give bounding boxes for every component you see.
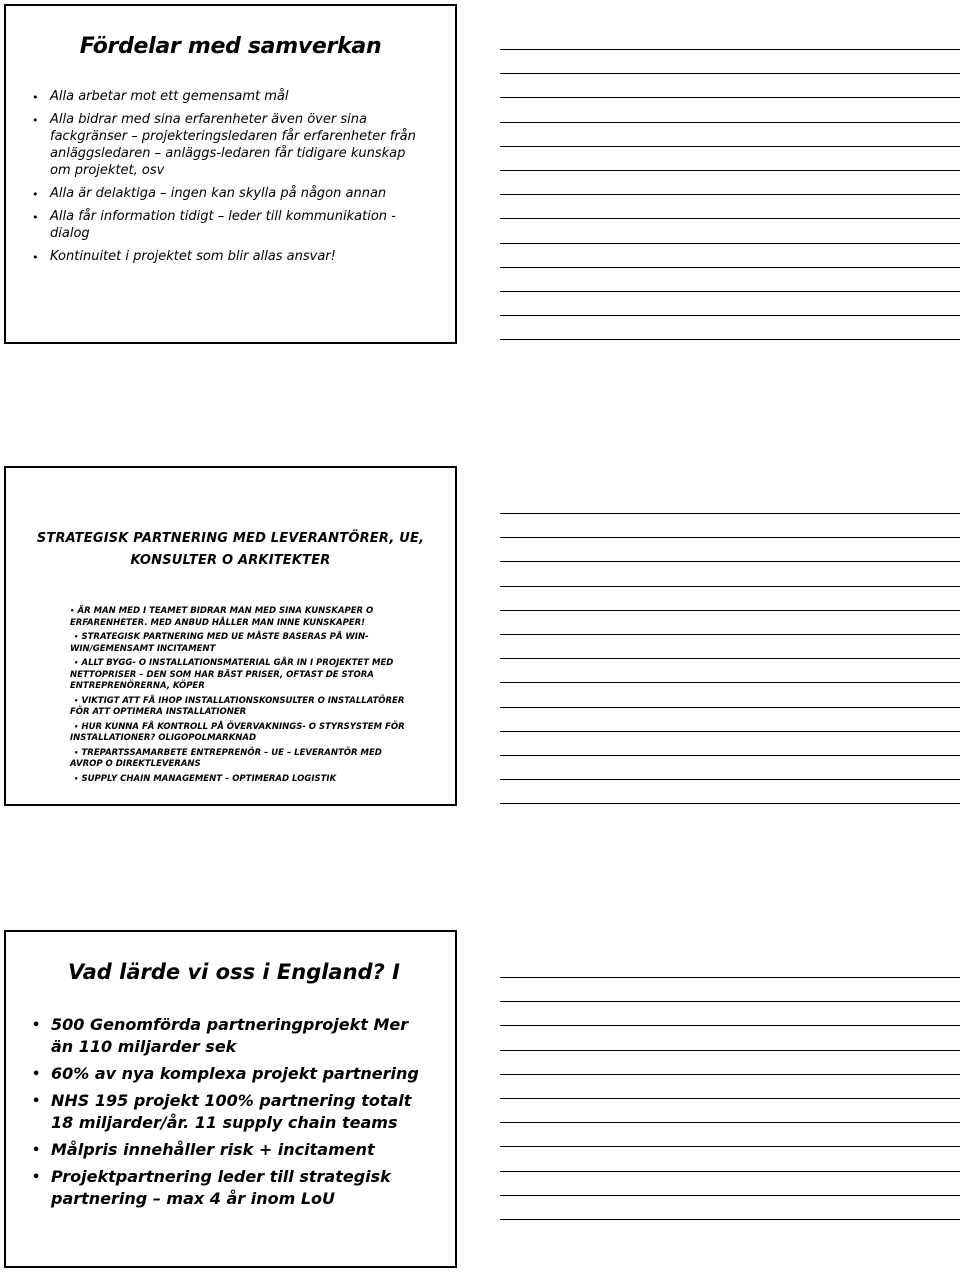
note-line	[500, 267, 960, 268]
note-line	[500, 779, 960, 780]
bullet-text: Kontinuitet i projektet som blir allas ansvar!	[50, 249, 336, 264]
list-item	[32, 208, 429, 242]
note-line	[500, 194, 960, 195]
bullet-text: Projektpartnering leder till strategisk partnering – max 4 år inom LoU	[51, 1167, 391, 1208]
note-line	[500, 243, 960, 244]
slide-1	[4, 4, 457, 344]
bullet-icon: •	[32, 1170, 41, 1185]
bullet-text: ÄR MAN MED I TEAMET BIDRAR MAN MED SINA KUNSKAPER O ERFARENHETER. MED ANBUD HÅLLER MAN INNE KUNSKAPER!	[70, 606, 374, 628]
slide-title: Fördelar med samverkan	[79, 34, 382, 59]
note-line	[500, 561, 960, 562]
note-line	[500, 1171, 960, 1172]
note-line	[500, 146, 960, 147]
note-line	[500, 803, 960, 804]
bullet-icon: •	[32, 1067, 41, 1082]
note-line	[500, 1001, 960, 1002]
slide-title: STRATEGISK PARTNERING MED LEVERANTÖRER, UE, KONSULTER O ARKITEKTER	[36, 531, 425, 568]
bullet-icon: •	[32, 211, 39, 224]
bullet-icon: •	[74, 659, 79, 667]
list-item	[32, 185, 429, 202]
list-item	[70, 696, 415, 719]
note-line	[500, 755, 960, 756]
note-line	[500, 682, 960, 683]
list-item	[70, 632, 415, 655]
bullet-text: TREPARTSSAMARBETE ENTREPRENÖR – UE – LEVERANTÖR MED AVROP O DIREKTLEVERANS	[70, 747, 382, 769]
note-line	[500, 339, 960, 340]
bullet-text: Alla bidrar med sina erfarenheter även över sina fackgränser – projekteringsledaren får erfarenheter från anläggsledaren – anläggs-ledaren får tidigare kunskap om projektet, osv	[50, 112, 416, 178]
list-item	[70, 748, 415, 771]
bullet-icon: •	[74, 696, 79, 705]
bullet-text: NHS 195 projekt 100% partnering totalt 18 miljarder/år. 11 supply chain teams	[51, 1091, 412, 1132]
note-line	[500, 1074, 960, 1075]
bullet-icon: •	[32, 114, 39, 127]
note-line	[500, 1195, 960, 1196]
bullet-list	[32, 88, 429, 271]
list-item	[70, 722, 415, 745]
note-line	[500, 1122, 960, 1123]
note-line	[500, 1219, 960, 1220]
note-line	[500, 73, 960, 74]
note-line	[500, 634, 960, 635]
note-line	[500, 291, 960, 292]
list-item	[32, 1090, 429, 1134]
bullet-text: 500 Genomförda partneringprojekt Mer än 110 miljarder sek	[51, 1015, 409, 1056]
bullet-icon: •	[70, 607, 75, 615]
bullet-text: Målpris innehåller risk + incitament	[51, 1140, 375, 1159]
bullet-icon: •	[32, 1094, 41, 1109]
bullet-text: 60% av nya komplexa projekt partnering	[51, 1064, 419, 1083]
list-item	[32, 88, 429, 105]
bullet-icon: •	[32, 188, 39, 201]
note-line	[500, 610, 960, 611]
note-line	[500, 122, 960, 123]
note-line	[500, 731, 960, 732]
note-line	[500, 1146, 960, 1147]
list-item	[32, 1063, 429, 1085]
note-line	[500, 170, 960, 171]
list-item	[32, 1139, 429, 1161]
note-line	[500, 315, 960, 316]
bullet-text: VIKTIGT ATT FÅ IHOP INSTALLATIONSKONSULTER O INSTALLATÖRER FÖR ATT OPTIMERA INSTALLATIONER	[70, 695, 405, 717]
note-line	[500, 1098, 960, 1099]
list-item	[32, 111, 429, 179]
note-line	[500, 537, 960, 538]
bullet-icon: •	[32, 251, 39, 264]
slide-3	[4, 930, 457, 1268]
note-line	[500, 513, 960, 514]
bullet-text: HUR KUNNA FÅ KONTROLL PÅ ÖVERVAKNINGS- O STYRSYSTEM FÖR INSTALLATIONER? OLIGOPOLMARKNAD	[70, 721, 405, 743]
list-item	[32, 1014, 429, 1058]
bullet-text: Alla arbetar mot ett gemensamt mål	[50, 89, 289, 104]
note-line	[500, 658, 960, 659]
note-line	[500, 49, 960, 50]
note-line	[500, 977, 960, 978]
bullet-text: Alla är delaktiga – ingen kan skylla på någon annan	[50, 186, 387, 201]
note-line	[500, 97, 960, 98]
bullet-icon: •	[32, 1143, 41, 1158]
slide-title: Vad lärde vi oss i England? I	[68, 960, 400, 984]
note-line	[500, 218, 960, 219]
note-line	[500, 586, 960, 587]
list-item	[32, 1166, 429, 1210]
list-item	[32, 248, 429, 265]
bullet-list	[32, 1014, 429, 1215]
bullet-icon: •	[74, 748, 79, 757]
bullet-list	[70, 606, 415, 788]
note-line	[500, 1050, 960, 1051]
bullet-icon: •	[74, 722, 79, 731]
bullet-text: SUPPLY CHAIN MANAGEMENT – OPTIMERAD LOGISTIK	[81, 773, 337, 784]
list-item	[70, 658, 415, 693]
list-item	[70, 606, 415, 629]
note-line	[500, 1025, 960, 1026]
bullet-icon: •	[32, 1018, 41, 1033]
bullet-text: STRATEGISK PARTNERING MED UE MÅSTE BASERAS PÅ WIN-WIN/GEMENSAMT INCITAMENT	[70, 632, 369, 654]
bullet-icon: •	[32, 91, 39, 104]
bullet-icon: •	[74, 774, 79, 783]
slide-2	[4, 466, 457, 806]
bullet-text: Alla får information tidigt – leder till kommunikation - dialog	[50, 209, 396, 241]
bullet-text: ALLT BYGG- O INSTALLATIONSMATERIAL GÅR IN I PROJEKTET MED NETTOPRISER – DEN SOM HAR BÄST PRISER, OFTAST DE STORA ENTREPRENÖRERNA, KÖPER	[70, 658, 394, 691]
bullet-icon: •	[74, 633, 79, 641]
note-line	[500, 707, 960, 708]
list-item	[70, 774, 415, 786]
